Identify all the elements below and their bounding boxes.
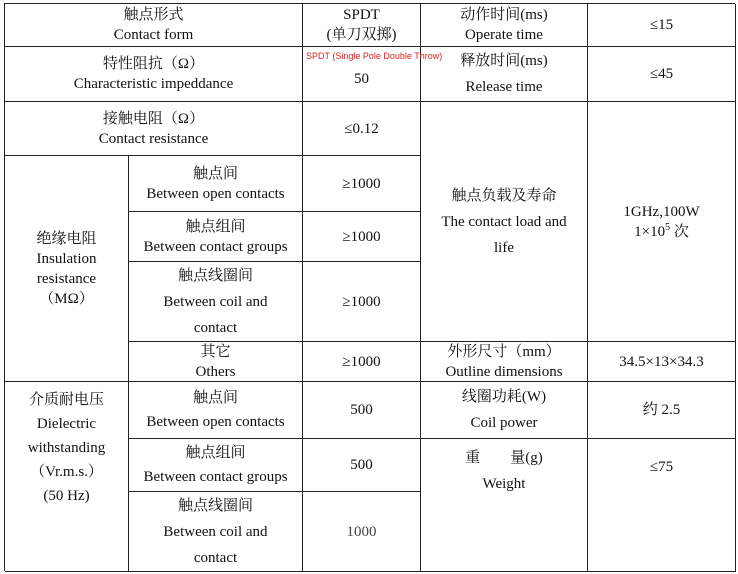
operate-time-value-text: ≤15 [649, 17, 674, 33]
dielectric-item-2-en: Between contact groups [143, 469, 288, 485]
dielectric-item-2-cn: 触点组间 [185, 445, 246, 461]
insulation-en1: Insulation [36, 250, 97, 267]
coil-power-cn: 线圈功耗(W) [461, 389, 547, 405]
dielectric-item-3-en2: contact [193, 549, 238, 566]
contact-form-en: Contact form [113, 27, 194, 43]
dielectric-item-1 [129, 382, 303, 439]
insulation-item-2-en: Between contact groups [143, 238, 288, 255]
contact-load-value-1: 1GHz,100W [623, 203, 700, 220]
contact-load-label [421, 102, 588, 342]
spdt-annotation: SPDT (Single Pole Double Throw) [306, 51, 443, 61]
contact-load-value-2-sup: 5 [665, 221, 671, 233]
dielectric-value-3 [303, 492, 421, 572]
operate-time-label [421, 4, 588, 47]
dielectric-en3: （Vr.m.s.） [30, 464, 103, 480]
contact-load-value-2-post: 次 [670, 223, 689, 240]
contact-load-cn: 触点负载及寿命 [451, 187, 557, 204]
insulation-value-1 [303, 156, 421, 212]
insulation-label [5, 156, 129, 382]
contact-load-value [588, 102, 736, 342]
contact-load-value-2 [634, 222, 689, 242]
insulation-item-3-cn: 触点线圈间 [177, 267, 253, 284]
contact-resistance-cn: 接触电阻（Ω） [102, 110, 205, 127]
insulation-cn: 绝缘电阻 [36, 230, 97, 247]
insulation-item-4-cn: 其它 [200, 343, 231, 360]
insulation-item-4-en: Others [195, 363, 236, 380]
operate-time-cn: 动作时间(ms) [460, 7, 548, 23]
insulation-item-3-en1: Between coil and [163, 293, 268, 310]
contact-form-label [5, 4, 303, 47]
dielectric-item-3-en1: Between coil and [163, 523, 268, 540]
dielectric-value-2-text: 500 [350, 457, 373, 473]
dielectric-value-1 [303, 382, 421, 439]
insulation-value-3 [303, 262, 421, 342]
release-time-label [421, 47, 588, 102]
outline-value [588, 342, 736, 382]
coil-power-value-text: 约 2.5 [642, 402, 681, 418]
weight-label [421, 439, 588, 572]
dielectric-label [5, 382, 129, 572]
contact-load-en2: life [494, 239, 514, 256]
coil-power-label [421, 382, 588, 439]
contact-form-value-a: SPDT [343, 7, 380, 23]
contact-load-value-2-pre: 1×10 [634, 223, 666, 240]
insulation-en2: resistance [36, 270, 97, 287]
dielectric-item-1-en: Between open contacts [146, 414, 285, 430]
coil-power-en: Coil power [470, 415, 538, 431]
dielectric-value-1-text: 500 [350, 402, 373, 418]
dielectric-item-1-cn: 触点间 [192, 390, 238, 406]
contact-load-en1: The contact load and [441, 213, 567, 230]
insulation-item-2-cn: 触点组间 [185, 218, 246, 235]
impedance-en: Characteristic impeddance [73, 76, 234, 92]
insulation-item-1 [129, 156, 303, 212]
operate-time-en: Operate time [465, 27, 543, 43]
insulation-item-1-cn: 触点间 [192, 165, 238, 182]
insulation-item-1-en: Between open contacts [146, 185, 285, 202]
insulation-item-3 [129, 262, 303, 342]
dielectric-en2: withstanding [27, 440, 106, 456]
outline-en: Outline dimensions [445, 363, 563, 380]
dielectric-item-2 [129, 439, 303, 492]
insulation-value-4-text: ≥1000 [342, 353, 381, 370]
dielectric-value-2 [303, 439, 421, 492]
release-time-value [588, 47, 736, 102]
contact-resistance-value-text: ≤0.12 [344, 120, 379, 137]
insulation-value-2-text: ≥1000 [342, 228, 381, 245]
contact-resistance-value [303, 102, 421, 156]
weight-value [588, 439, 736, 572]
contact-resistance-en: Contact resistance [98, 130, 209, 147]
dielectric-item-3-cn: 触点线圈间 [177, 497, 253, 514]
dielectric-cn: 介质耐电压 [28, 392, 104, 408]
dielectric-en4: (50 Hz) [43, 488, 90, 504]
insulation-item-2 [129, 212, 303, 262]
dielectric-value-3-text: 1000 [346, 523, 377, 540]
impedance-cn: 特性阻抗（Ω） [102, 56, 205, 72]
insulation-item-3-en2: contact [193, 319, 238, 336]
insulation-value-2 [303, 212, 421, 262]
coil-power-value [588, 382, 736, 439]
spec-table [4, 3, 735, 571]
impedance-value-text: 50 [354, 71, 369, 87]
impedance-label [5, 47, 303, 102]
contact-form-cn: 触点形式 [123, 7, 184, 23]
weight-en: Weight [482, 476, 526, 492]
dielectric-item-3 [129, 492, 303, 572]
dielectric-en1: Dielectric [36, 416, 97, 432]
release-time-value-text: ≤45 [649, 66, 674, 82]
outline-label [421, 342, 588, 382]
outline-cn: 外形尺寸（mm） [447, 343, 561, 360]
insulation-value-4 [303, 342, 421, 382]
contact-form-value-b: (单刀双掷) [326, 27, 397, 43]
outline-value-text: 34.5×13×34.3 [619, 353, 704, 370]
operate-time-value [588, 4, 736, 47]
contact-form-value [303, 4, 421, 47]
weight-cn: 重 量(g) [465, 450, 543, 466]
insulation-value-3-text: ≥1000 [342, 293, 381, 310]
weight-value-text: ≤75 [649, 459, 674, 475]
release-time-cn: 释放时间(ms) [460, 53, 548, 69]
insulation-unit: （MΩ） [39, 290, 94, 307]
release-time-en: Release time [465, 79, 543, 95]
contact-resistance-label [5, 102, 303, 156]
insulation-value-1-text: ≥1000 [342, 175, 381, 192]
insulation-item-4 [129, 342, 303, 382]
